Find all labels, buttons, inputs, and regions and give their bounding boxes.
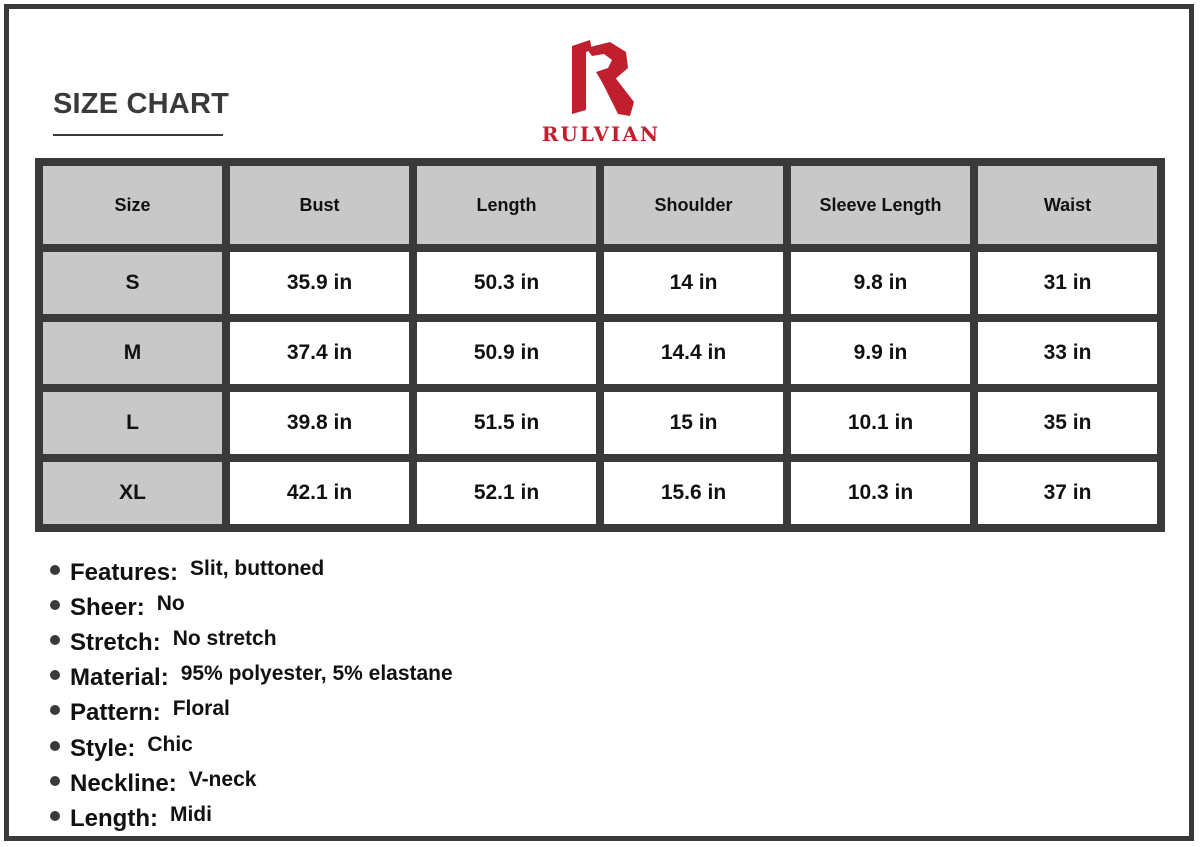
feature-value: Slit, buttoned [190, 556, 325, 580]
table-row [43, 252, 1157, 314]
sleeve-length-cell: 9.8 in [791, 252, 970, 314]
size-cell: S [43, 252, 222, 314]
bust-cell: 42.1 in [230, 462, 409, 524]
bullet-icon [50, 705, 60, 715]
size-cell: L [43, 392, 222, 454]
feature-item-neckline [50, 763, 453, 798]
bullet-icon [50, 565, 60, 575]
shoulder-cell: 14.4 in [604, 322, 783, 384]
table-row [43, 462, 1157, 524]
rulvian-r-logo-icon [566, 38, 636, 120]
column-header-length: Length [417, 166, 596, 244]
column-header-bust: Bust [230, 166, 409, 244]
feature-item-pattern [50, 693, 453, 728]
sleeve-length-cell: 10.1 in [791, 392, 970, 454]
feature-label: Style: [70, 734, 136, 762]
shoulder-cell: 15 in [604, 392, 783, 454]
waist-cell: 33 in [978, 322, 1157, 384]
feature-value: Floral [172, 697, 230, 721]
bullet-icon [50, 670, 60, 680]
feature-label: Pattern: [70, 699, 161, 727]
column-header-size: Size [43, 166, 222, 244]
size-cell: M [43, 322, 222, 384]
shoulder-cell: 14 in [604, 252, 783, 314]
feature-item-style [50, 728, 453, 763]
feature-value: No stretch [172, 626, 277, 650]
bullet-icon [50, 741, 60, 751]
features-list [50, 552, 453, 834]
column-header-sleeve-length: Sleeve Length [791, 166, 970, 244]
feature-item-stretch [50, 622, 453, 657]
length-cell: 50.9 in [417, 322, 596, 384]
feature-label: Sheer: [70, 593, 145, 621]
feature-item-length [50, 798, 453, 833]
feature-label: Stretch: [70, 628, 161, 656]
feature-item-material [50, 658, 453, 693]
feature-value: No [156, 591, 185, 615]
feature-item-sheer [50, 587, 453, 622]
bullet-icon [50, 811, 60, 821]
feature-value: Midi [169, 802, 212, 826]
table-row [43, 392, 1157, 454]
brand-logo [530, 38, 672, 148]
feature-value: Chic [147, 732, 193, 756]
shoulder-cell: 15.6 in [604, 462, 783, 524]
column-header-waist: Waist [978, 166, 1157, 244]
bullet-icon [50, 635, 60, 645]
feature-value: V-neck [188, 767, 257, 791]
table-row [43, 322, 1157, 384]
column-header-shoulder: Shoulder [604, 166, 783, 244]
bullet-icon [50, 600, 60, 610]
size-cell: XL [43, 462, 222, 524]
title-underline [53, 134, 223, 136]
sleeve-length-cell: 10.3 in [791, 462, 970, 524]
feature-label: Length: [70, 804, 158, 832]
feature-value: 95% polyester, 5% elastane [180, 662, 453, 686]
feature-item-features [50, 552, 453, 587]
brand-name: RULVIAN [541, 122, 661, 146]
waist-cell: 31 in [978, 252, 1157, 314]
feature-label: Material: [70, 664, 169, 692]
bust-cell: 35.9 in [230, 252, 409, 314]
page-title: SIZE CHART [53, 88, 229, 120]
waist-cell: 35 in [978, 392, 1157, 454]
length-cell: 50.3 in [417, 252, 596, 314]
waist-cell: 37 in [978, 462, 1157, 524]
sleeve-length-cell: 9.9 in [791, 322, 970, 384]
size-table [35, 158, 1165, 532]
feature-label: Neckline: [70, 769, 177, 797]
feature-label: Features: [70, 558, 179, 586]
bullet-icon [50, 776, 60, 786]
bust-cell: 39.8 in [230, 392, 409, 454]
length-cell: 52.1 in [417, 462, 596, 524]
bust-cell: 37.4 in [230, 322, 409, 384]
table-header-row [43, 166, 1157, 244]
length-cell: 51.5 in [417, 392, 596, 454]
